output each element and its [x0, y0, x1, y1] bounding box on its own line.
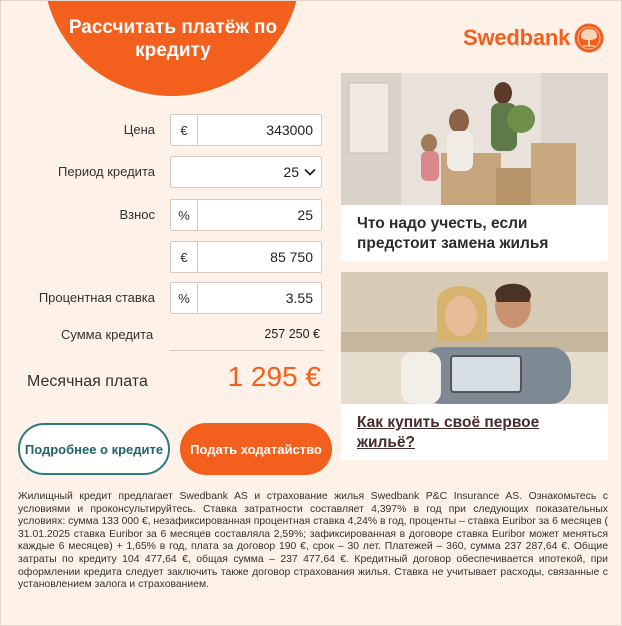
chevron-down-icon: [303, 165, 317, 179]
percent-prefix: %: [171, 283, 198, 313]
article-title-link[interactable]: Как купить своё первое жильё?: [357, 414, 540, 451]
down-payment-percent-input[interactable]: 25: [297, 207, 313, 223]
period-select[interactable]: [170, 156, 322, 188]
price-input[interactable]: 343000: [266, 122, 313, 138]
loan-sum-value: 257 250 €: [264, 327, 320, 341]
currency-prefix: €: [171, 242, 198, 272]
article-card-moving[interactable]: [341, 73, 608, 261]
loan-sum-label: Сумма кредита: [61, 327, 154, 342]
monthly-payment-label: Месячная плата: [27, 373, 148, 390]
period-label: Период кредита: [58, 164, 155, 179]
more-info-button[interactable]: Подробнее о кредите: [18, 423, 170, 475]
article-title[interactable]: Что надо учесть, если предстоит замена жилья: [357, 215, 549, 252]
article-card-first-home[interactable]: [341, 272, 608, 460]
percent-prefix: %: [171, 200, 198, 230]
brand-name: Swedbank: [463, 25, 571, 50]
page-title: Рассчитать платёж по кредиту: [68, 17, 278, 61]
swedbank-logo[interactable]: [463, 23, 604, 53]
period-selected: 25: [283, 164, 299, 180]
currency-prefix: €: [171, 115, 198, 145]
down-payment-amount-input[interactable]: 85 750: [270, 249, 313, 265]
down-payment-amount-field[interactable]: [170, 241, 322, 273]
price-label: Цена: [123, 122, 155, 137]
apply-button[interactable]: Подать ходатайство: [180, 423, 332, 475]
monthly-payment-value: 1 295 €: [227, 361, 321, 392]
price-field[interactable]: [170, 114, 322, 146]
interest-field[interactable]: [170, 282, 322, 314]
period-value: [171, 157, 321, 187]
family-moving-photo: [341, 73, 608, 205]
down-payment-percent-field[interactable]: [170, 199, 322, 231]
couple-tablet-photo: [341, 272, 608, 404]
divider: [170, 350, 324, 351]
legal-disclaimer: Жилищный кредит предлагает Swedbank AS и страхование жилья Swedbank P&C Insurance AS. Ознакомьтесь с условиями и проконсультируйтесь. Ставка затратности составляет 4,397% в год при следующих показательных условиях: сумма 133 000 €, незафиксированная процентная ставка 4,24% в год, проценты – ставка Euribor за 6 месяцев ( 31.01.2025 ставка Euribor за 6 месяцев составляла 2,59%; зафиксированная в договоре ставка Euribor может меняться каждые 6 месяцев) + 1,65% в год, плата за договор 190 €, срок – 30 лет. Платежей – 360, сумма 237 287,64 €. Общие затраты по кредиту 104 477,64 €, общая сумма – 237 477,64 €. Кредитный договор обеспечивается ипотекой, при оформлении кредита следует заключить также договор страхования жилья. Ставка не учитывает расходы, связанные с установлением залога и страхованием.: [18, 491, 608, 591]
oak-tree-icon: [574, 23, 604, 53]
interest-label: Процентная ставка: [38, 290, 155, 305]
down-payment-label: Взнос: [119, 207, 155, 222]
interest-input[interactable]: 3.55: [285, 290, 313, 306]
